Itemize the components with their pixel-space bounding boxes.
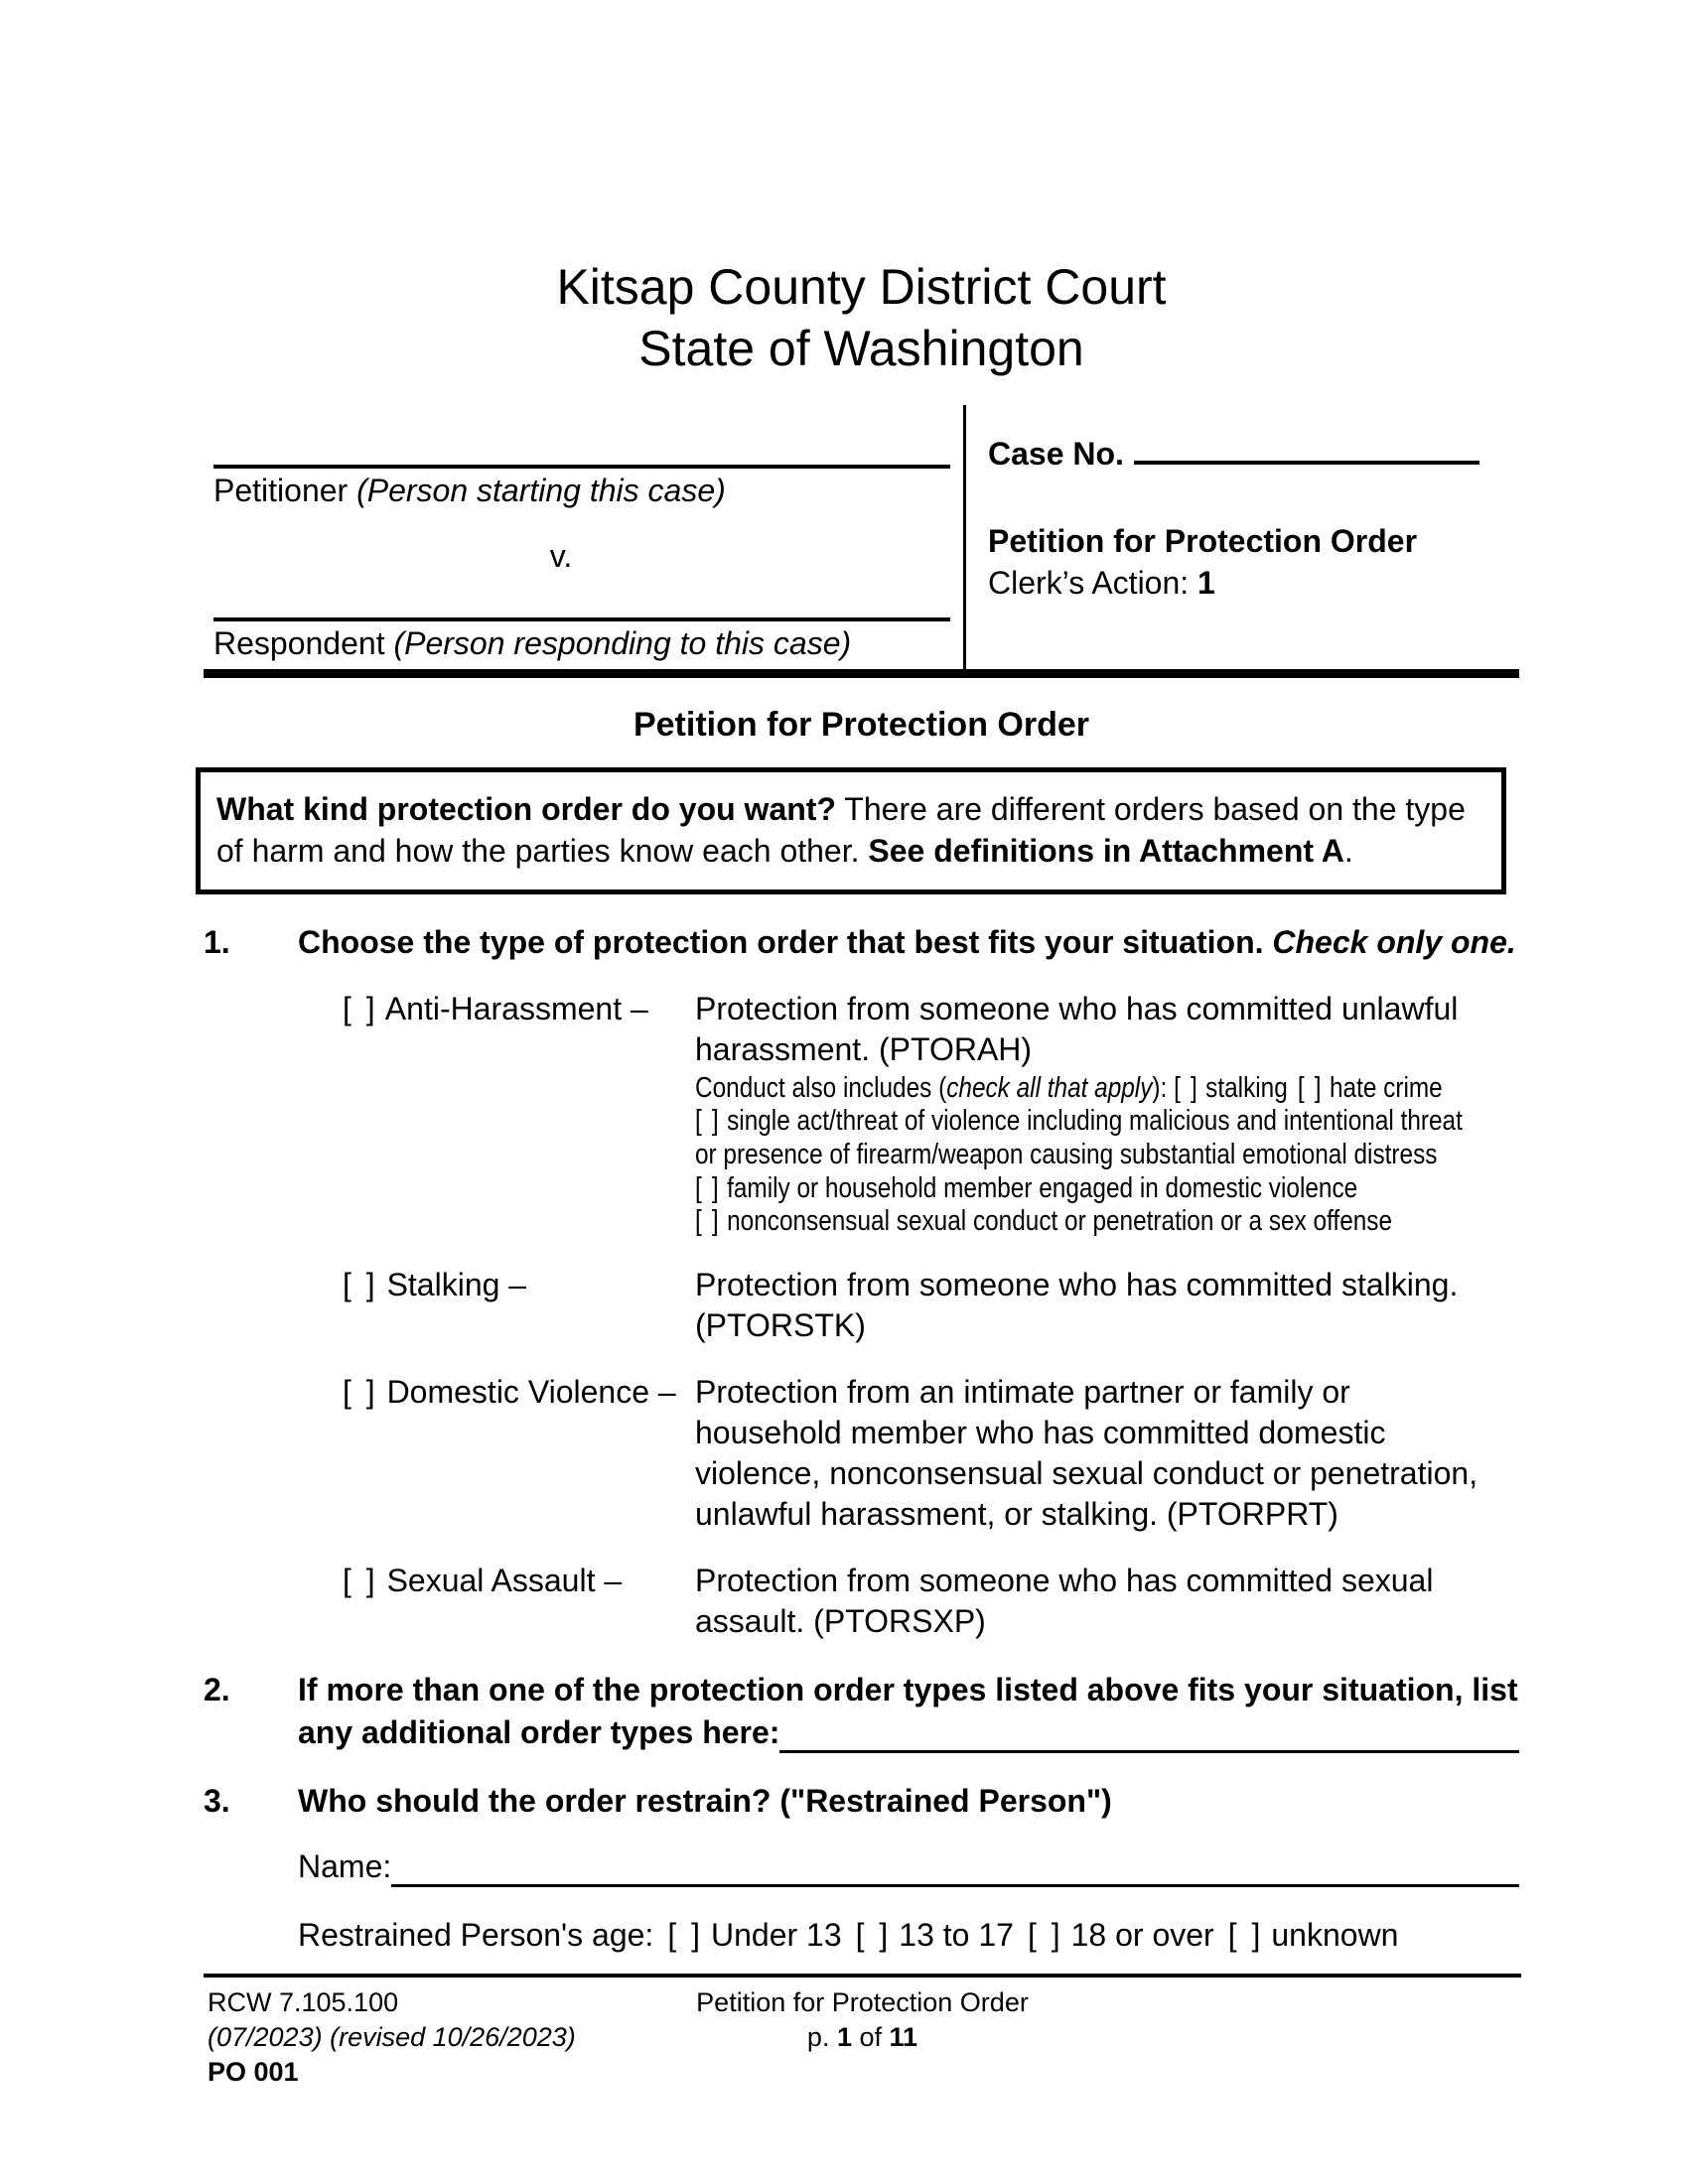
nonconsensual-conduct-line <box>695 1205 1489 1239</box>
item-3 <box>204 1781 1519 1957</box>
anti-harassment-label: Anti-Harassment – <box>384 990 648 1026</box>
domestic-violence-label: Domestic Violence – <box>386 1373 676 1410</box>
case-number-label: Case No. <box>988 436 1124 472</box>
family-conduct-line <box>695 1172 1489 1206</box>
anti-harassment-description: Protection from someone who has committed unlawful harassment. (PTORAH) <box>695 990 1459 1067</box>
clerks-action-label: Clerk’s Action: <box>988 565 1198 601</box>
item-1 <box>204 922 1519 963</box>
option-row-stalking <box>343 1265 1519 1346</box>
single-act-conduct-line <box>695 1105 1489 1171</box>
age-18-or-over-checkbox[interactable]: [ ] <box>1027 1917 1063 1954</box>
respondent-label <box>213 623 963 663</box>
footer-doc-title: Petition for Protection Order <box>696 1987 1029 2017</box>
item-2-line2-text: any additional order types here: <box>298 1713 780 1750</box>
footer-page-number <box>204 2020 1521 2055</box>
sexual-assault-checkbox[interactable]: [ ] <box>343 1562 378 1598</box>
age-under-13-checkbox[interactable]: [ ] <box>667 1917 703 1954</box>
single-act-checkbox[interactable]: [ ] <box>695 1105 721 1138</box>
intro-box-period: . <box>1343 832 1353 869</box>
item-1-heading <box>298 922 1519 963</box>
petitioner-label-text: Petitioner <box>213 473 357 508</box>
stalking-checkbox[interactable]: [ ] <box>343 1266 378 1302</box>
hate-crime-checkbox[interactable]: [ ] <box>1297 1071 1324 1104</box>
section-heading: Petition for Protection Order <box>633 706 1090 744</box>
item-1-prompt: Choose the type of protection order that best fits your situation. <box>298 923 1273 960</box>
age-under-13-label: Under 13 <box>710 1917 842 1954</box>
age-option-18-or-over <box>1028 1917 1214 1953</box>
intro-box-attachment-ref: See definitions in Attachment A <box>868 832 1344 869</box>
court-state: State of Washington <box>638 321 1084 376</box>
clerks-action-value: 1 <box>1197 565 1215 601</box>
anti-harassment-option <box>343 989 695 1239</box>
intro-box-lead: What kind protection order do you want? <box>216 790 836 827</box>
court-title <box>204 256 1519 379</box>
domestic-violence-checkbox[interactable]: [ ] <box>343 1373 378 1410</box>
item-2-line1: If more than one of the protection order types listed above fits your situation, list <box>298 1671 1518 1707</box>
footer-revision: (07/2023) (revised 10/26/2023) <box>208 2022 576 2053</box>
case-caption <box>204 405 1519 678</box>
footer-page-num: 1 <box>836 2022 852 2053</box>
respondent-name-field[interactable] <box>213 576 950 621</box>
footer-rcw: RCW 7.105.100 <box>208 1987 399 2017</box>
age-unknown-checkbox[interactable]: [ ] <box>1227 1917 1264 1954</box>
age-unknown-label: unknown <box>1271 1917 1399 1954</box>
name-label: Name: <box>298 1848 392 1885</box>
option-row-sexual-assault <box>343 1561 1519 1642</box>
item-3-heading: Who should the order restrain? ("Restrained Person") <box>298 1782 1112 1819</box>
sexual-assault-description: Protection from someone who has committed sexual assault. (PTORSXP) <box>695 1562 1434 1639</box>
age-18-or-over-label: 18 or over <box>1070 1917 1214 1954</box>
petitioner-name-field[interactable] <box>213 405 950 469</box>
restrained-person-age-row <box>298 1915 1519 1956</box>
anti-harassment-checkbox[interactable]: [ ] <box>343 990 378 1026</box>
page-footer <box>204 1974 1521 2088</box>
item-1-number: 1. <box>204 923 230 960</box>
court-name: Kitsap County District Court <box>556 259 1167 315</box>
respondent-label-text: Respondent <box>213 625 394 661</box>
footer-title-block <box>204 1985 1521 2055</box>
nonconsensual-checkbox[interactable]: [ ] <box>695 1205 721 1238</box>
restrained-person-name-row <box>298 1846 1519 1887</box>
versus-label: v. <box>549 538 573 574</box>
conduct-intro-italic: check all that apply <box>946 1071 1153 1104</box>
intro-box <box>196 767 1506 894</box>
sexual-assault-label: Sexual Assault – <box>386 1562 623 1598</box>
case-number-field[interactable] <box>1134 433 1479 465</box>
age-option-under-13 <box>667 1917 841 1953</box>
footer-form-code: PO 001 <box>208 2057 299 2088</box>
anti-harassment-conduct-list <box>695 1072 1489 1239</box>
domestic-violence-option <box>343 1372 695 1535</box>
domestic-violence-description: Protection from an intimate partner or family or household member who has committed domestic violence, nonconsensual sexual conduct or penetration, unlawful harassment, or stalking. (PTORPRT) <box>695 1373 1478 1532</box>
option-row-domestic-violence <box>343 1372 1519 1535</box>
stalking-conduct-checkbox[interactable]: [ ] <box>1174 1071 1199 1104</box>
petitioner-label <box>213 471 963 510</box>
caption-parties <box>204 405 966 669</box>
respondent-hint: (Person responding to this case) <box>393 625 852 661</box>
conduct-intro-line <box>695 1072 1489 1106</box>
family-violence-label: family or household member engaged in domestic violence <box>727 1171 1358 1204</box>
stalking-description: Protection from someone who has committed stalking. (PTORSTK) <box>695 1266 1459 1343</box>
age-option-13-to-17 <box>856 1917 1014 1953</box>
stalking-option <box>343 1265 695 1346</box>
item-2 <box>204 1670 1519 1753</box>
footer-page-total: 11 <box>889 2022 918 2053</box>
clerks-action-row <box>988 562 1519 604</box>
stalking-label: Stalking – <box>386 1266 527 1302</box>
single-act-label: single act/threat of violence including malicious and intentional threat or presence of firearm/weapon causing substantial emotional distress <box>695 1105 1463 1171</box>
nonconsensual-label: nonconsensual sexual conduct or penetration or a sex offense <box>727 1205 1393 1238</box>
hate-crime-label: hate crime <box>1329 1071 1443 1104</box>
footer-page-of: of <box>851 2022 890 2053</box>
item-3-number: 3. <box>204 1782 230 1819</box>
caption-case-info <box>966 405 1519 669</box>
age-option-unknown <box>1228 1917 1399 1953</box>
restrained-person-name-field[interactable] <box>391 1853 1519 1887</box>
age-label: Restrained Person's age: <box>298 1917 654 1954</box>
age-13-to-17-label: 13 to 17 <box>899 1917 1014 1954</box>
age-13-to-17-checkbox[interactable]: [ ] <box>855 1917 892 1954</box>
additional-order-types-field[interactable] <box>779 1719 1519 1753</box>
sexual-assault-option <box>343 1561 695 1642</box>
option-row-anti-harassment <box>343 989 1519 1239</box>
conduct-intro-post: ): <box>1152 1071 1175 1104</box>
conduct-intro-pre: Conduct also includes ( <box>695 1071 947 1104</box>
stalking-conduct-label: stalking <box>1205 1071 1288 1104</box>
item-1-prompt-emphasis: Check only one. <box>1272 923 1516 960</box>
intro-box-body: There are different orders based on the type of harm and how the parties know each other. <box>216 790 1466 869</box>
footer-page-pre: p. <box>806 2022 837 2053</box>
case-number-row <box>988 433 1519 475</box>
petitioner-hint: (Person starting this case) <box>356 473 726 508</box>
document-title: Petition for Protection Order <box>988 523 1418 559</box>
item-2-number: 2. <box>204 1671 230 1707</box>
family-violence-checkbox[interactable]: [ ] <box>695 1171 721 1204</box>
item-2-line2 <box>298 1712 1519 1753</box>
